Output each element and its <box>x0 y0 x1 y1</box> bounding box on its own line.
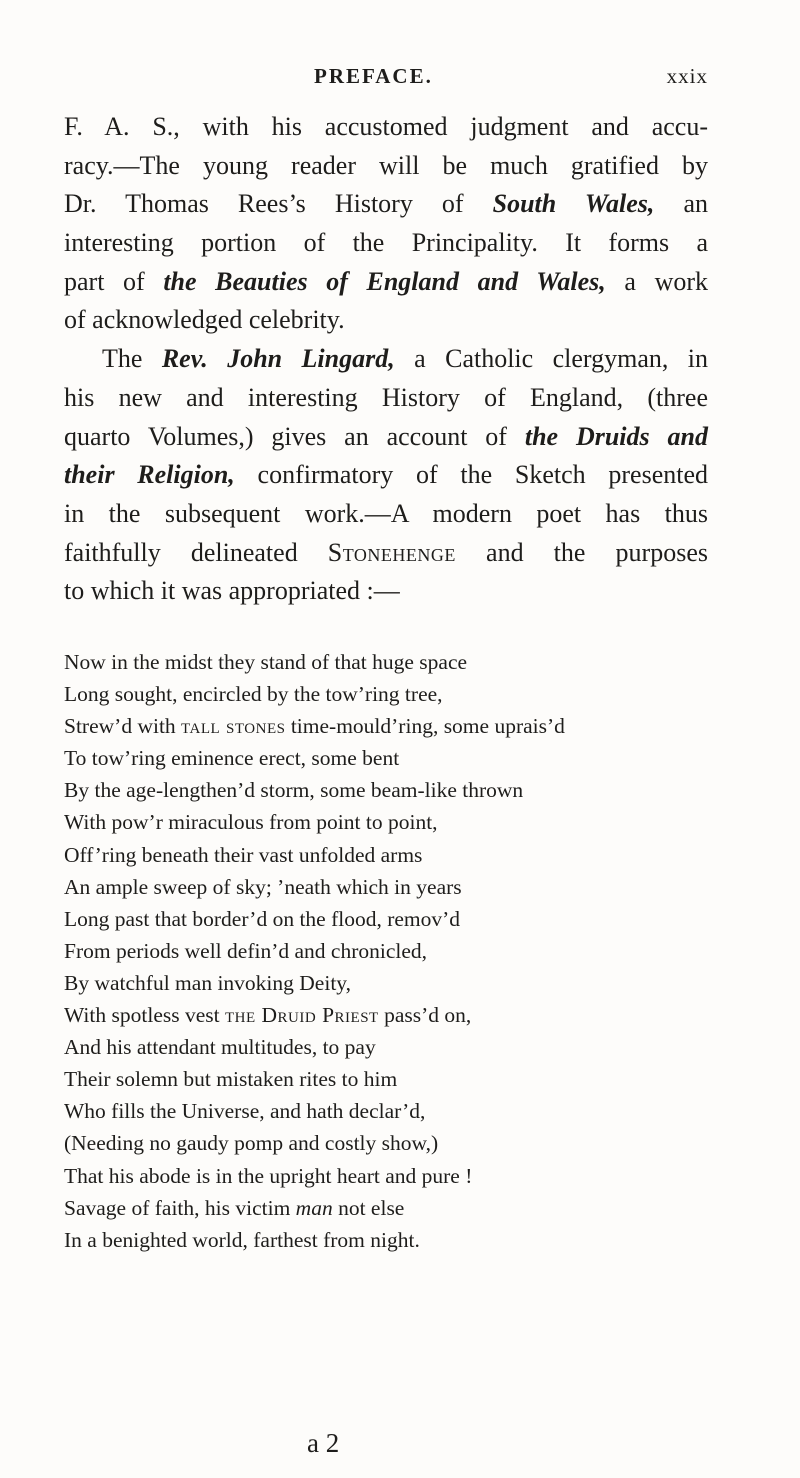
page-number: xxix <box>666 64 708 88</box>
running-head <box>64 64 708 94</box>
poem-line: Who fills the Universe, and hath declar’d, <box>64 1099 426 1124</box>
poem-line <box>64 999 708 1031</box>
prose-text: part of <box>64 266 164 296</box>
prose-line <box>64 418 708 457</box>
poem-line: Off’ring beneath their vast unfolded arms <box>64 842 423 867</box>
poem-line: Long past that border’d on the flood, remov’d <box>64 906 461 931</box>
poem-line: In a benighted world, farthest from night. <box>64 1227 420 1252</box>
work-title-south-wales: South Wales, <box>492 189 655 219</box>
poem-text: Savage of faith, his victim <box>64 1195 296 1220</box>
druid-priest-small-caps: the Druid Priest <box>224 1003 379 1028</box>
prose-text: and the purposes <box>455 537 708 567</box>
poem-line: To tow’ring eminence erect, some bent <box>64 746 400 771</box>
poem-text: not else <box>332 1195 405 1220</box>
poem-line <box>64 710 708 742</box>
prose-line: interesting portion of the Principality. It forms a <box>64 228 708 258</box>
prose-line: in the subsequent work.—A modern poet has thus <box>64 498 708 528</box>
prose-line: racy.—The young reader will be much gratified by <box>64 150 708 180</box>
poem-line: By the age-lengthen’d storm, some beam-like thrown <box>64 778 524 803</box>
prose-text: Dr. Thomas Rees’s History of <box>64 189 493 219</box>
poem-text: pass’d on, <box>378 1003 472 1028</box>
poem-line: That his abode is in the upright heart and pure ! <box>64 1163 473 1188</box>
poem-line: By watchful man invoking Deity, <box>64 970 352 995</box>
prose-line: of acknowledged celebrity. <box>64 305 345 335</box>
prose-line <box>64 185 708 224</box>
prose-line <box>64 456 708 495</box>
prose-line: F. A. S., with his accustomed judgment and accu- <box>64 112 708 141</box>
poem-line: From periods well defin’d and chronicled, <box>64 938 428 963</box>
poem-line: With pow’r miraculous from point to point, <box>64 810 438 835</box>
poem-text: time-mould’ring, some uprais’d <box>285 714 565 739</box>
prose-block <box>64 108 708 611</box>
running-title: PREFACE. <box>314 64 433 88</box>
poem-line: Their solemn but mistaken rites to him <box>64 1067 398 1092</box>
signature-mark: a 2 <box>307 1428 340 1458</box>
prose-text: The <box>102 344 162 374</box>
poem-text: Strew’d with <box>64 714 182 739</box>
poem-block <box>64 646 708 1256</box>
stonehenge-small-caps: Stonehenge <box>327 537 456 567</box>
prose-line <box>64 534 708 573</box>
poem-line: (Needing no gaudy pomp and costly show,) <box>64 1131 439 1156</box>
tall-stones-small-caps: tall stones <box>181 714 286 739</box>
work-title-druids: the Druids and <box>524 421 708 451</box>
prose-line <box>64 340 708 379</box>
poem-line: Long sought, encircled by the tow’ring tree, <box>64 682 443 707</box>
poem-line <box>64 1192 708 1224</box>
prose-line <box>64 263 708 302</box>
prose-text: an <box>654 189 708 219</box>
prose-text: confirmatory of the Sketch presented <box>234 460 709 490</box>
prose-line: his new and interesting History of England, (three <box>64 382 708 412</box>
prose-line: to which it was appropriated :— <box>64 576 400 606</box>
author-name-lingard: Rev. John Lingard, <box>161 344 395 374</box>
poem-line: And his attendant multitudes, to pay <box>64 1035 376 1060</box>
prose-text: a work <box>605 266 709 296</box>
poem-line: Now in the midst they stand of that huge space <box>64 650 468 674</box>
prose-text: faithfully delineated <box>64 537 328 567</box>
prose-text: quarto Volumes,) gives an account of <box>64 421 525 451</box>
work-title-religion: their Religion, <box>64 460 235 490</box>
poem-text: With spotless vest <box>64 1003 225 1028</box>
italic-man: man <box>295 1195 333 1220</box>
poem-line: An ample sweep of sky; ’neath which in years <box>64 874 462 899</box>
prose-text: a Catholic clergyman, in <box>394 344 708 374</box>
work-title-beauties: the Beauties of England and Wales, <box>163 266 606 296</box>
